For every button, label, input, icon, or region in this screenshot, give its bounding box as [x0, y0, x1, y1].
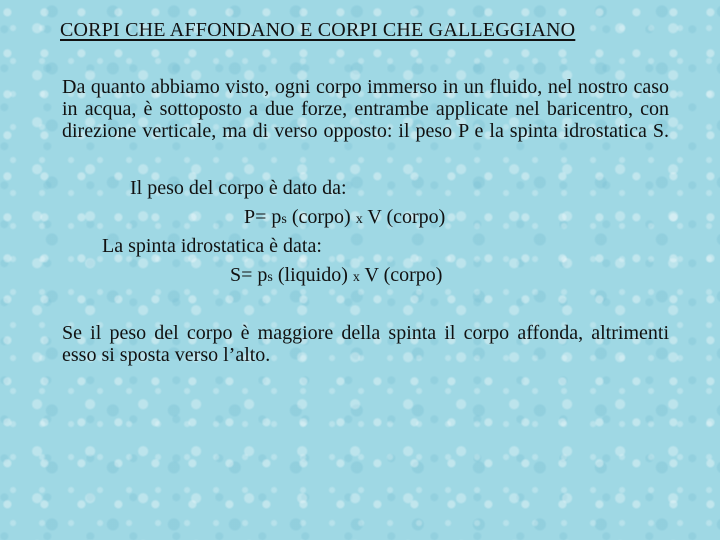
thrust-intro: La spinta idrostatica è data:	[102, 235, 322, 257]
weight-intro: Il peso del corpo è dato da:	[130, 177, 347, 199]
conclusion-paragraph: Se il peso del corpo è maggiore della spinta il corpo affonda, altrimenti esso si sposta verso l’alto.	[62, 322, 669, 366]
slide-title: CORPI CHE AFFONDANO E CORPI CHE GALLEGGIANO	[60, 19, 576, 41]
thrust-formula-times: x	[352, 270, 360, 285]
intro-paragraph: Da quanto abbiamo visto, ogni corpo immerso in un fluido, nel nostro caso in acqua, è sottoposto a due forze, entrambe applicate nel baricentro, con direzione verticale, ma di verso opposto: il peso P e la spinta idrostatica S.	[62, 76, 669, 142]
weight-formula	[244, 206, 445, 229]
weight-formula-middle: (corpo)	[291, 206, 351, 228]
weight-formula-rest: V (corpo)	[367, 206, 446, 228]
thrust-formula-rest: V (corpo)	[364, 264, 443, 286]
weight-formula-rho: p	[271, 206, 282, 228]
thrust-formula	[230, 264, 442, 287]
weight-formula-times: x	[355, 212, 363, 227]
weight-formula-sub: s	[281, 212, 287, 227]
thrust-formula-sub: s	[267, 270, 273, 285]
thrust-formula-rho: p	[257, 264, 268, 286]
weight-formula-lhs: P=	[244, 206, 267, 228]
thrust-formula-lhs: S=	[230, 264, 253, 286]
thrust-formula-middle: (liquido)	[277, 264, 348, 286]
